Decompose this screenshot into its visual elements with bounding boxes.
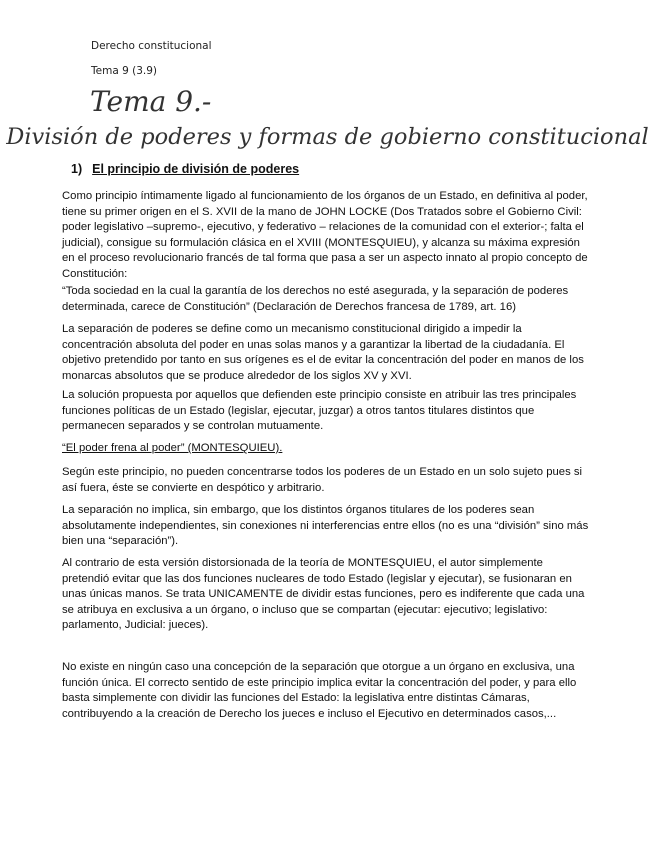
paragraph-montesquieu-quote: “El poder frena al poder” (MONTESQUIEU). xyxy=(62,442,283,454)
paragraph-solution: La solución propuesta por aquellos que defienden este principio consiste en atribuir las tres principales funciones políticas de un Estado (legislar, ejecutar, juzgar) a otros tantos titulares distintos que permanecen separados y se controlan mutuamente. xyxy=(62,389,577,433)
paragraph-quote-1789: “Toda sociedad en la cual la garantía de los derechos no esté asegurada, y la separación de poderes determinada, carece de Constitución” (Declaración de Derechos francesa de 1789, art. 16) xyxy=(62,285,569,313)
tema-heading: Tema 9.- xyxy=(90,85,212,118)
paragraph-principle: Según este principio, no pueden concentrarse todos los poderes de un Estado en un solo sujeto pues si así fuera, éste se convierte en despótico y arbitrario. xyxy=(62,466,583,494)
header-subject: Derecho constitucional xyxy=(91,40,212,52)
paragraph-origin: Como principio íntimamente ligado al funcionamiento de los órganos de un Estado, en definitiva al poder, tiene su primer origen en el S. XVII de la mano de JOHN LOCKE (Dos Tratados sobre el Gobierno Civil: poder legislativo –supremo-, ejecutivo, y federativo – relaciones de la comunidad con el exterior-; falta el judicial), consigue su formulación clásica en el XVIII (MONTESQUIEU), y alcanza su máxima expresión en el proceso revolucionario francés de tal forma que pasa a ser un aspecto innato al propio concepto de Constitución: xyxy=(62,190,588,280)
section-number: 1) xyxy=(71,162,83,176)
document-title: División de poderes y formas de gobierno constitucional xyxy=(6,124,649,150)
section-heading xyxy=(71,162,299,176)
section-label: El principio de división de poderes xyxy=(92,162,300,176)
paragraph-montesquieu-version: Al contrario de esta versión distorsionada de la teoría de MONTESQUIEU, el autor simplemente pretendió evitar que las dos funciones nucleares de todo Estado (legislar y ejecutar), se fusionaran en unas únicas manos. Se trata UNICAMENTE de dividir estas funciones, pero es indiferente que cada una se atribuya en exclusiva a un órgano, o incluso que se compartan (ejecutar: ejecutivo; legislativo: parlamento, Judicial: jueces). xyxy=(62,557,585,632)
paragraph-definition: La separación de poderes se define como un mecanismo constitucional dirigido a impedir la concentración absoluta del poder en unas solas manos y a garantizar la libertad de la ciudadanía. El objetivo pretendido por tanto en sus orígenes es el de evitar la concentración del poder en manos de los monarcas absolutos que se produce alrededor de los siglos XV y XVI. xyxy=(62,323,584,382)
header-topic-ref: Tema 9 (3.9) xyxy=(91,65,157,77)
paragraph-conclusion: No existe en ningún caso una concepción de la separación que otorgue a un órgano en exclusiva, una función única. El correcto sentido de este principio implica evitar la concentración del poder, y para ello basta simplemente con dividir las funciones del Estado: la legislativa entre distintas Cámaras, contribuyendo a la creación de Derecho los jueces e incluso el Ejecutivo en determinados casos,... xyxy=(62,661,577,720)
paragraph-separation: La separación no implica, sin embargo, que los distintos órganos titulares de los poderes sean absolutamente independientes, sin conexiones ni interferencias entre ellos (no es una “división” sino más bien una “separación”). xyxy=(62,504,589,548)
